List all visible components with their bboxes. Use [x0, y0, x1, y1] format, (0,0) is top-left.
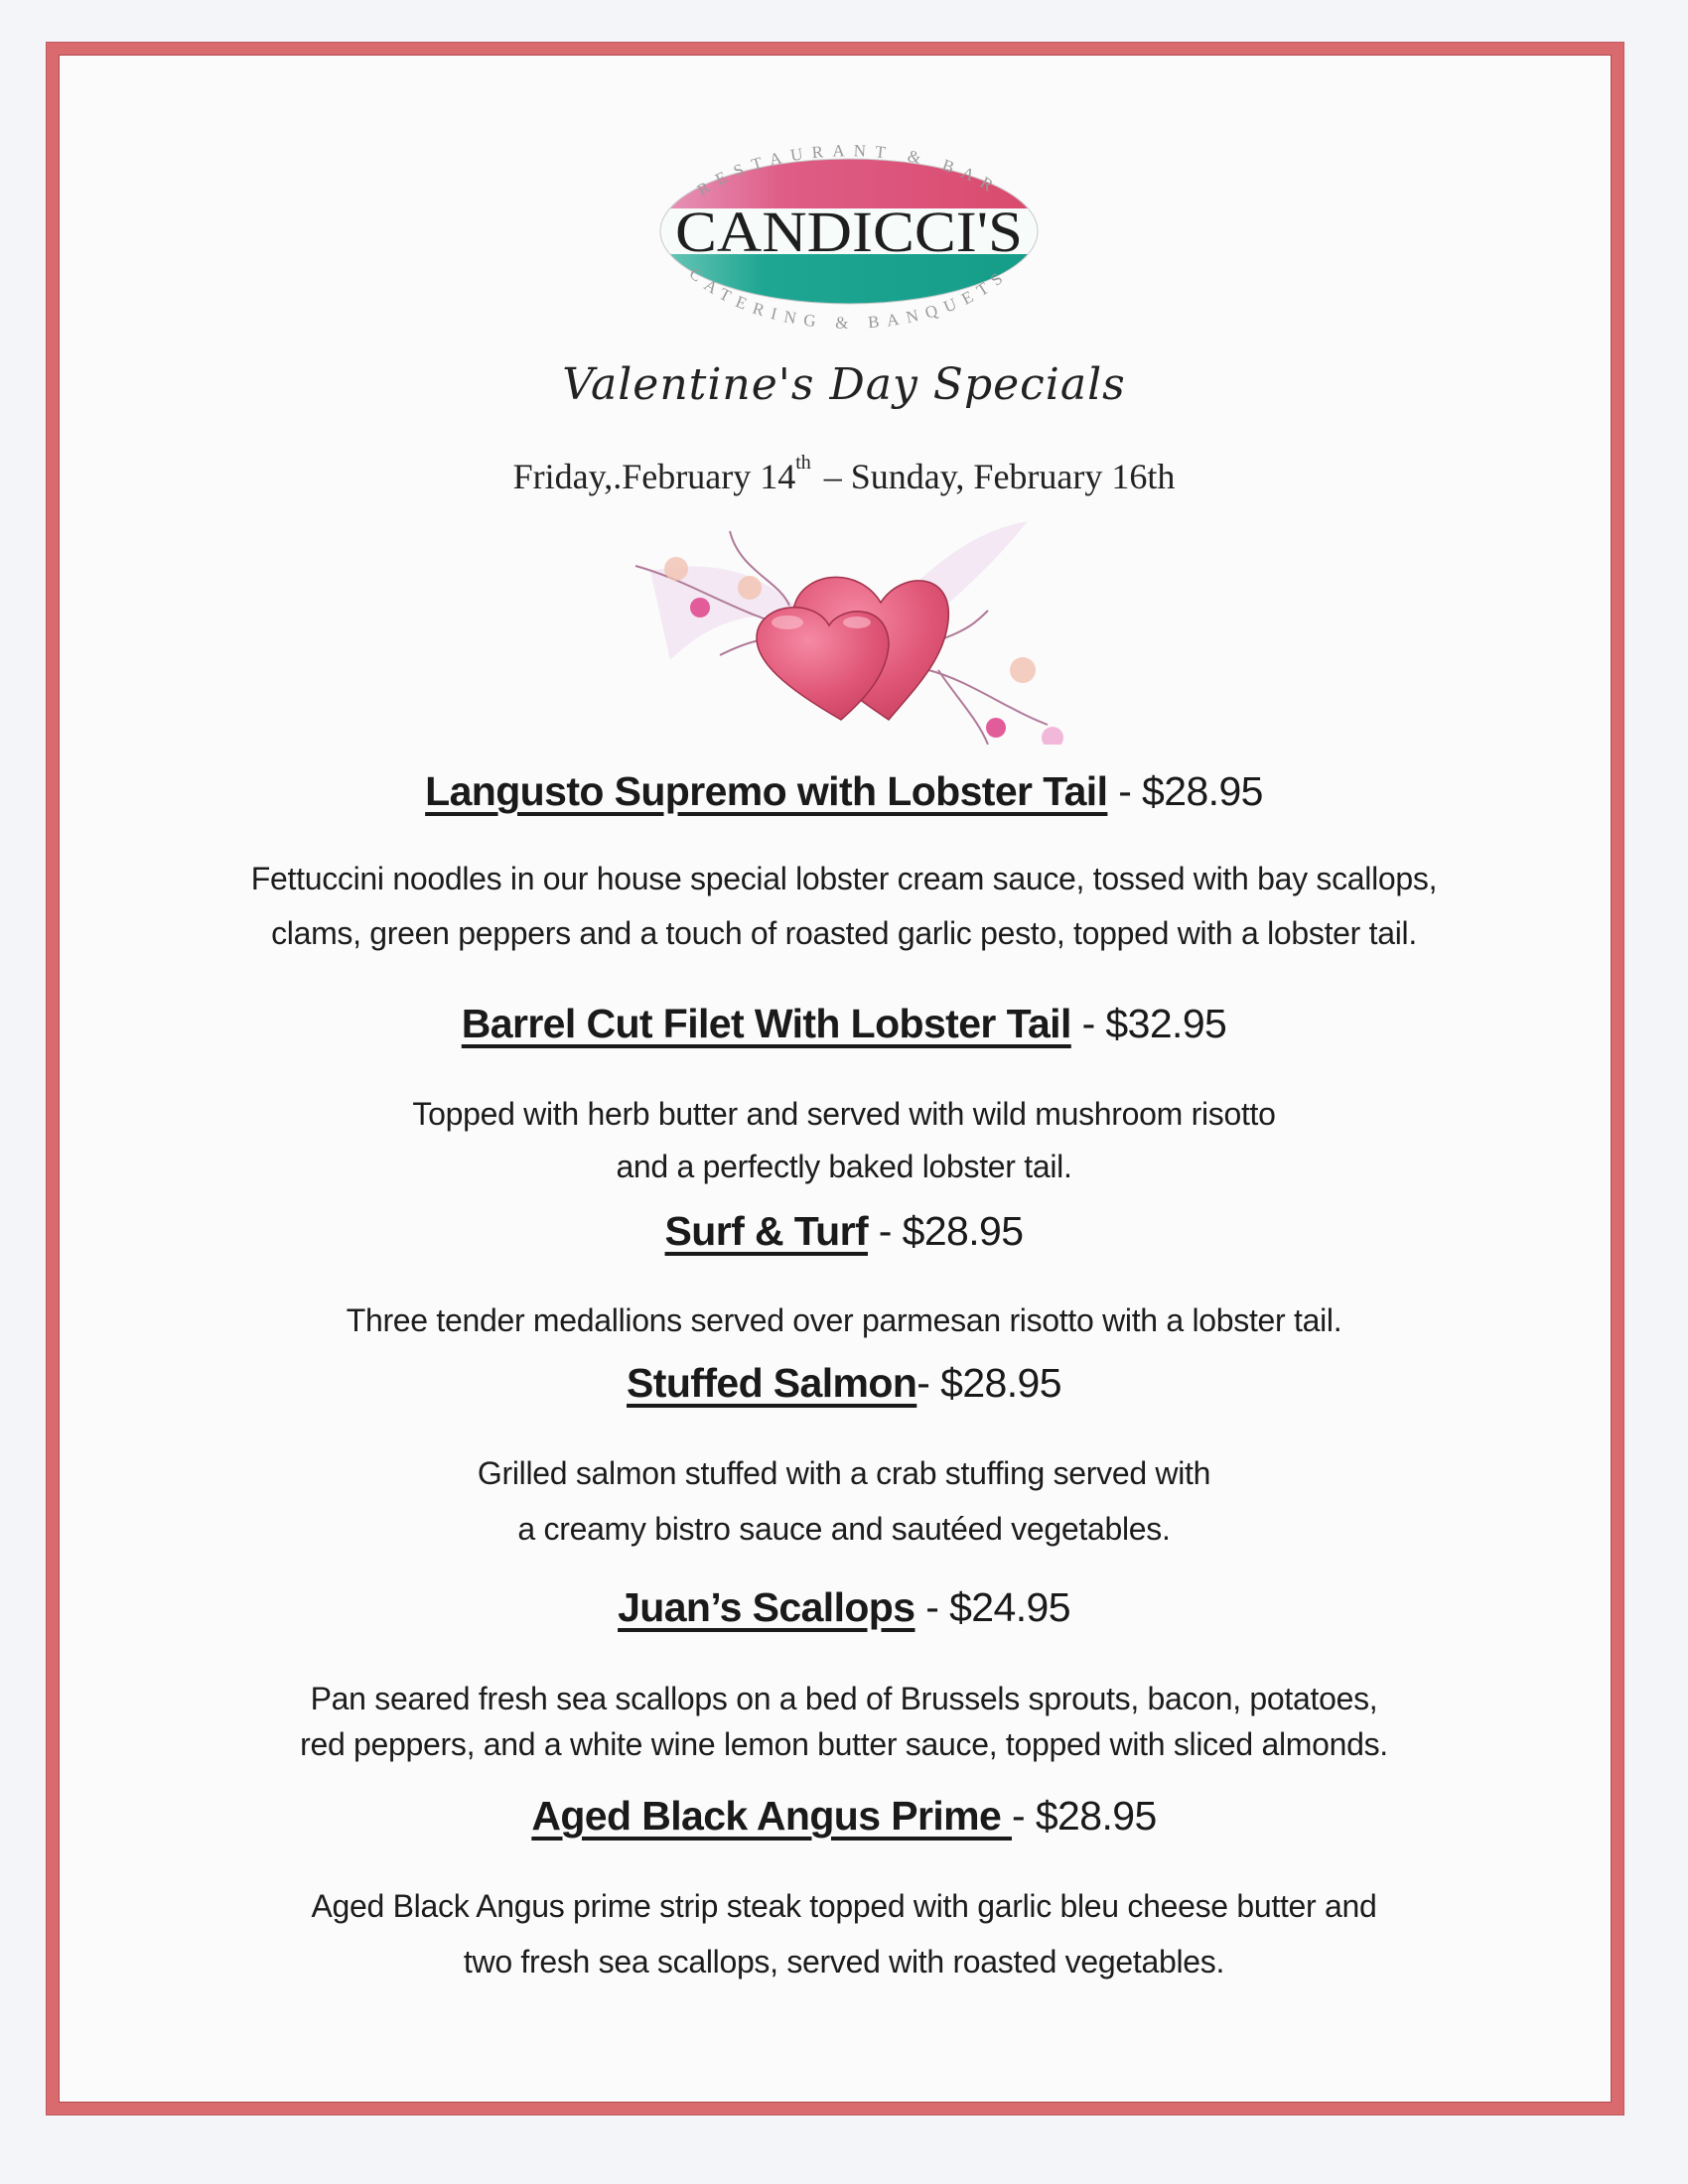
menu-item-price: $28.95: [1035, 1793, 1157, 1839]
menu-item-price: $28.95: [1142, 768, 1263, 814]
double-hearts-floral-icon: [611, 511, 1077, 745]
svg-text:CANDICCI'S: CANDICCI'S: [675, 200, 1023, 264]
menu-item-price: $28.95: [940, 1360, 1061, 1406]
menu-item-description: Aged Black Angus prime strip steak topped with garlic bleu cheese butter and: [311, 1888, 1377, 1924]
menu-item-description: and a perfectly baked lobster tail.: [616, 1149, 1072, 1184]
menu-item-heading: [60, 766, 1628, 816]
menu-item-name: Juan’s Scallops: [618, 1584, 915, 1630]
date-start: Friday,.February 14: [512, 457, 796, 496]
menu-item-heading: [60, 1358, 1628, 1408]
date-range: [0, 452, 1688, 497]
page-title: Valentine's Day Specials: [562, 359, 1126, 410]
menu-item-separator: -: [1107, 768, 1143, 814]
menu-item-separator: -: [1070, 1001, 1106, 1046]
menu-item-heading: [60, 999, 1628, 1048]
menu-item-name: Surf & Turf: [664, 1208, 868, 1254]
menu-item-name: Langusto Supremo with Lobster Tail: [425, 768, 1108, 814]
menu-item-description: red peppers, and a white wine lemon butter sauce, topped with sliced almonds.: [300, 1726, 1388, 1762]
menu-item-name: Stuffed Salmon: [627, 1360, 917, 1406]
menu-item-description: Three tender medallions served over parmesan risotto with a lobster tail.: [346, 1302, 1342, 1338]
restaurant-logo: [635, 124, 1062, 352]
menu-item-description: two fresh sea scallops, served with roasted vegetables.: [463, 1944, 1225, 1979]
menu-item-name: Aged Black Angus Prime: [531, 1793, 1012, 1839]
menu-item-separator: -: [868, 1208, 903, 1254]
menu-item-price: $28.95: [902, 1208, 1024, 1254]
menu-item-price: $32.95: [1105, 1001, 1227, 1046]
logo-bottom-arc-text: CATERING & BANQUETS: [685, 263, 1013, 333]
menu-item-description: Pan seared fresh sea scallops on a bed of Brussels sprouts, bacon, potatoes,: [310, 1681, 1378, 1716]
menu-item-description: a creamy bistro sauce and sautéed vegetables.: [517, 1511, 1171, 1547]
menu-item-description: clams, green peppers and a touch of roasted garlic pesto, topped with a lobster tail.: [271, 915, 1417, 951]
menu-item-separator: -: [1011, 1793, 1036, 1839]
menu-item-description: Fettuccini noodles in our house special lobster cream sauce, tossed with bay scallops,: [250, 861, 1438, 896]
menu-item-separator: -: [914, 1584, 950, 1630]
menu-item-separator: -: [916, 1360, 941, 1406]
date-start-ordinal: th: [795, 452, 811, 474]
menu-item-name: Barrel Cut Filet With Lobster Tail: [461, 1001, 1071, 1046]
menu-item-description: Grilled salmon stuffed with a crab stuffing served with: [477, 1455, 1211, 1491]
menu-item-description: Topped with herb butter and served with wild mushroom risotto: [412, 1096, 1276, 1132]
menu-item-heading: [60, 1791, 1628, 1841]
logo-top-arc-text: RESTAURANT & BAR: [693, 141, 1005, 201]
menu-item-heading: [60, 1582, 1628, 1632]
menu-item-price: $24.95: [949, 1584, 1070, 1630]
menu-item-heading: [60, 1206, 1628, 1256]
date-end: – Sunday, February 16th: [823, 457, 1176, 496]
